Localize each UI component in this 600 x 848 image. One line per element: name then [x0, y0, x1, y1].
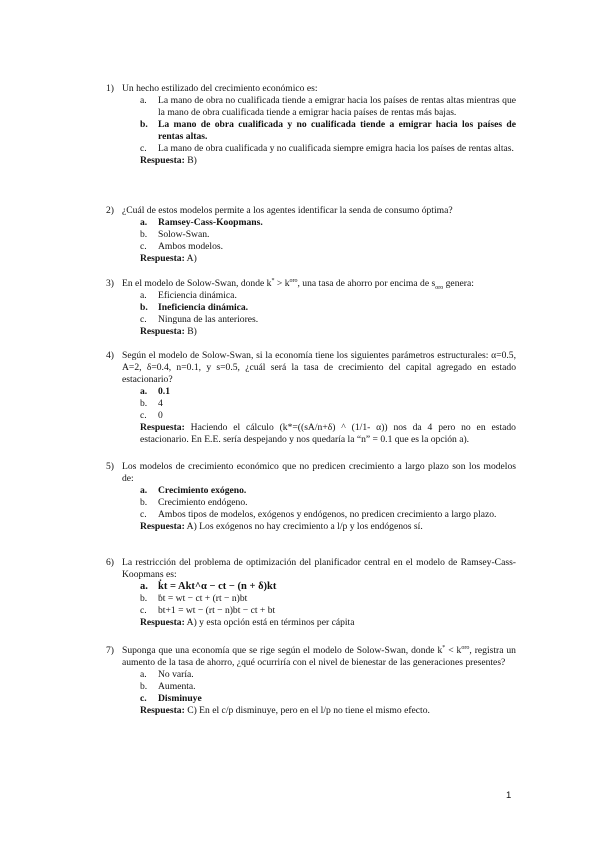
question-number: 6)	[106, 557, 114, 568]
answer: Respuesta: B)	[140, 155, 197, 166]
question-1	[106, 83, 516, 167]
answer: Respuesta: A) Los exógenos no hay crecimiento a l/p y los endógenos sí.	[140, 521, 423, 532]
question-number: 5)	[106, 461, 114, 472]
question-6	[106, 557, 516, 629]
question-3	[106, 278, 516, 338]
question-4	[106, 350, 516, 446]
option-b: b. ḃt = wt − ct + (rt − n)bt	[140, 593, 248, 604]
option-b: b. 4	[140, 398, 163, 409]
question-number: 3)	[106, 278, 114, 289]
option-c: c. La mano de obra cualificada y no cualificada siempre emigra hacia los países de rentas altas.	[140, 143, 514, 154]
option-b: b. Aumenta.	[140, 681, 196, 692]
question-7	[106, 645, 516, 717]
question-stem: Un hecho estilizado del crecimiento económico es:	[122, 83, 318, 94]
question-stem: En el modelo de Solow-Swan, donde $k^* > k^{oro}$, una tasa de ahorro por encima de $s_{oro}$ genera:	[122, 277, 474, 291]
answer: Respuesta: Haciendo el cálculo (k*=((sA/n+δ) ^ (1/1- α)) nos da 4 pero no en estado estacionario. En E.E. sería despejando y nos quedaría la “n” = 0.1 que es la opción a).	[140, 422, 516, 445]
answer: Respuesta: A) y esta opción está en términos per cápita	[140, 617, 355, 628]
question-number: 2)	[106, 205, 114, 216]
question-stem: ¿Cuál de estos modelos permite a los agentes identificar la senda de consumo óptima?	[122, 205, 453, 216]
option-a: a. Ramsey-Cass-Koopmans.	[140, 217, 263, 228]
option-a: a. No varía.	[140, 669, 194, 680]
option-c: c. bt+1 = wt − (rt − n)bt − ct + bt	[140, 605, 276, 616]
option-a: a. Eficiencia dinámica.	[140, 290, 237, 301]
question-2	[106, 205, 516, 265]
answer: Respuesta: B)	[140, 326, 197, 337]
option-c: c. Ambos modelos.	[140, 241, 224, 252]
question-stem: Suponga que una economía que se rige según el modelo de Solow-Swan, donde $k^* < k^{oro}$, registra un aumento de la tasa de ahorro, ¿qué ocurriría con el nivel de bienestar de las generaciones presentes?	[122, 644, 516, 668]
question-stem: Según el modelo de Solow-Swan, si la economía tiene los siguientes parámetros estructurales: α=0.5, A=2, δ=0.4, n=0.1, y s=0.5, ¿cuál será la tasa de crecimiento del capital agregado en estado estacionario?	[122, 350, 516, 385]
option-c: c. Ninguna de las anteriores.	[140, 314, 259, 325]
option-b: b. Solow-Swan.	[140, 229, 210, 240]
answer: Respuesta: A)	[140, 253, 197, 264]
option-b: b. La mano de obra cualificada y no cualificada tiende a emigrar hacia los países de rentas altas.	[140, 119, 516, 142]
option-c: c. 0	[140, 410, 163, 421]
option-b: b. Ineficiencia dinámica.	[140, 302, 249, 313]
option-a: a. 0.1	[140, 386, 170, 397]
option-a: a. La mano de obra no cualificada tiende a emigrar hacia los países de rentas altas mientras que la mano de obra cualificada tiende a emigrar hacia países de rentas más bajas.	[140, 95, 516, 118]
question-stem: La restricción del problema de optimización del planificador central en el modelo de Ramsey-Cass-Koopmans es:	[122, 557, 516, 580]
option-a: a. k̇t = Akt^α − ct − (n + δ)kt	[140, 581, 277, 592]
question-5	[106, 461, 516, 533]
page-number: 1	[506, 790, 512, 801]
answer: Respuesta: C) En el c/p disminuye, pero en el l/p no tiene el mismo efecto.	[140, 705, 430, 716]
question-stem: Los modelos de crecimiento económico que no predicen crecimiento a largo plazo son los modelos de:	[122, 461, 516, 484]
question-number: 1)	[106, 83, 114, 94]
question-number: 4)	[106, 350, 114, 361]
question-number: 7)	[106, 645, 114, 656]
option-c: c. Ambos tipos de modelos, exógenos y endógenos, no predicen crecimiento a largo plazo.	[140, 509, 497, 520]
option-a: a. Crecimiento exógeno.	[140, 485, 247, 496]
option-b: b. Crecimiento endógeno.	[140, 497, 248, 508]
option-c: c. Disminuye	[140, 693, 202, 704]
